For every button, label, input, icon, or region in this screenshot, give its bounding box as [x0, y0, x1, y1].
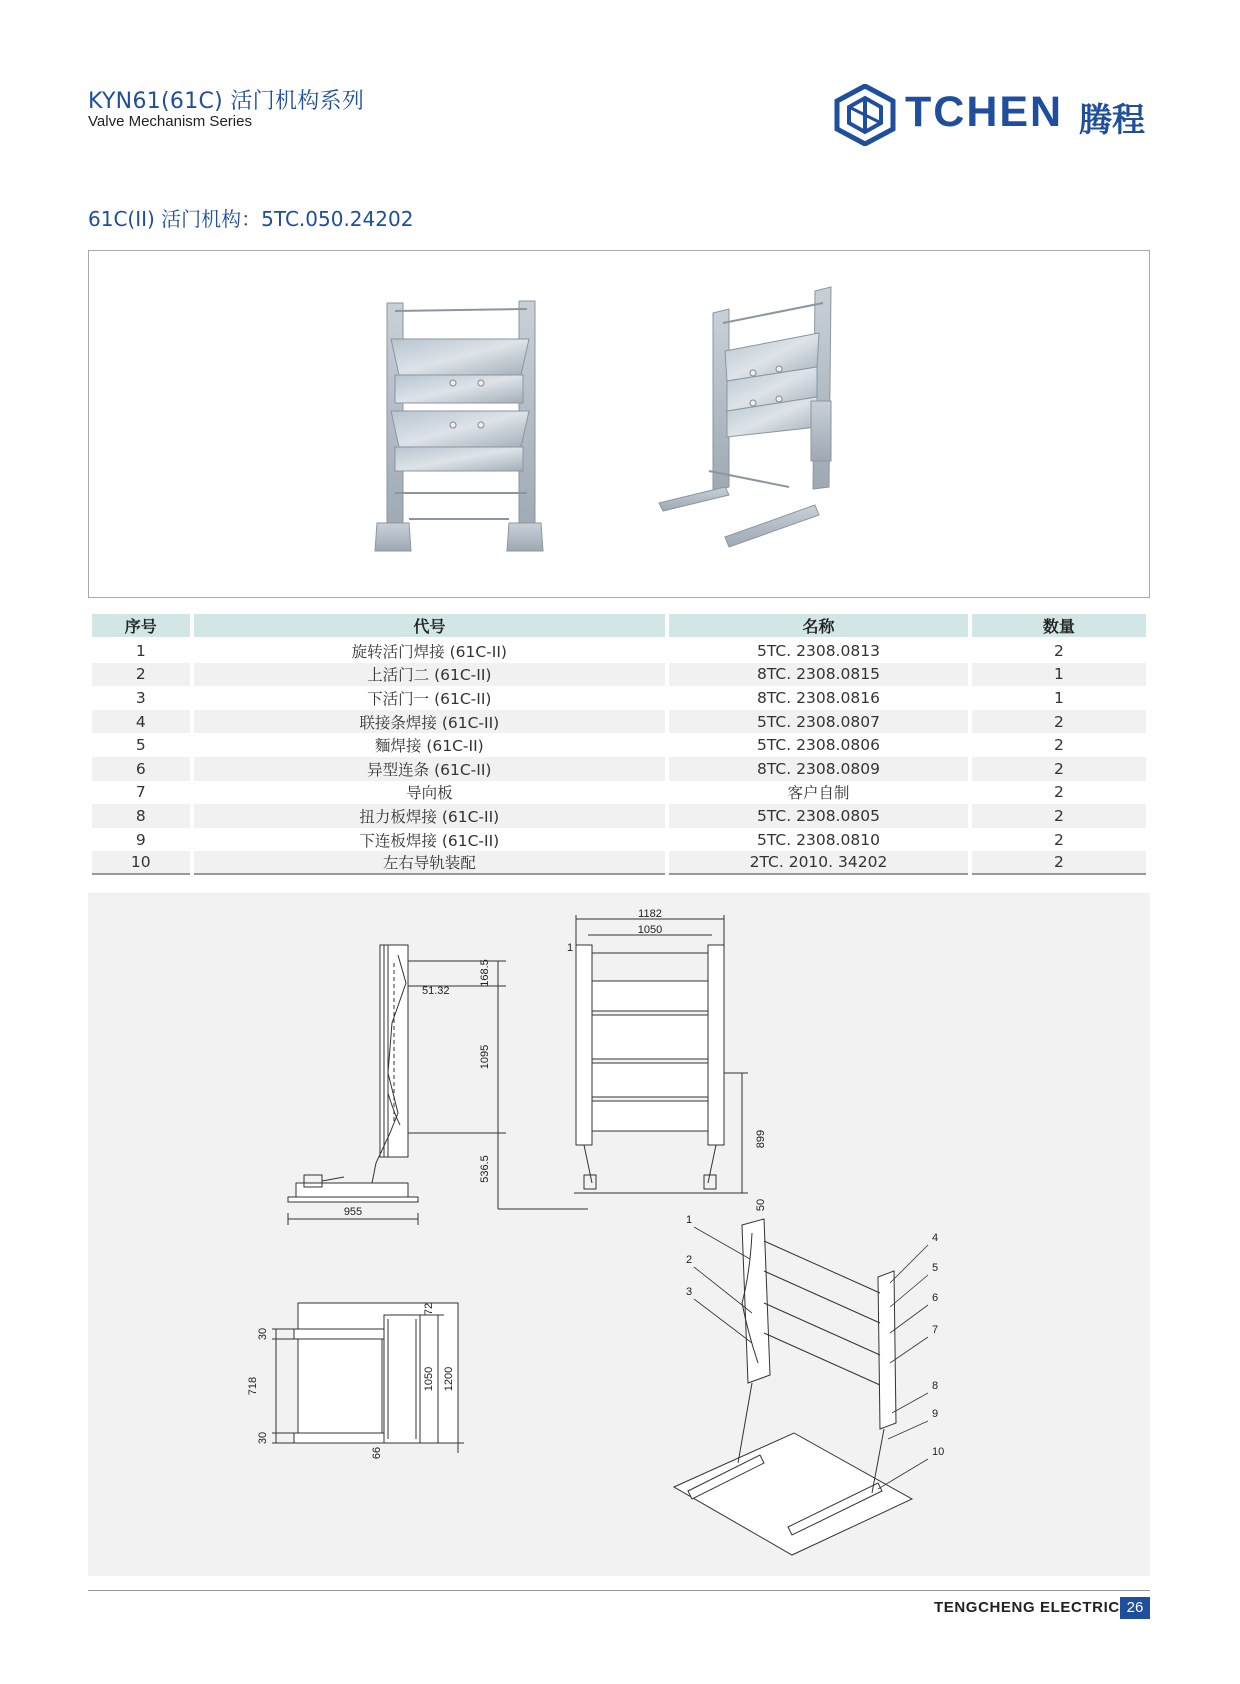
cell-name: 5TC. 2308.0813: [757, 641, 880, 660]
cell-name: 5TC. 2308.0805: [669, 804, 968, 828]
table-row: [92, 639, 1146, 663]
cell-code: 上活门二 (61C-II): [194, 663, 666, 687]
product-photo-panel: [88, 250, 1150, 598]
logo-chinese-text: 腾程: [1079, 100, 1145, 139]
cell-name: 客户自制: [787, 784, 850, 803]
col-header-quantity: 数量: [972, 614, 1146, 639]
cell-name: 2TC. 2010. 34202: [669, 851, 968, 875]
dim-top-1200: 1200: [443, 1366, 455, 1392]
table-header-row: [92, 614, 1146, 639]
header-title: KYN61(61C) 活门机构系列: [88, 89, 365, 114]
iso-label-1: 1: [686, 1214, 693, 1226]
dim-top-66: 66: [371, 1446, 383, 1460]
cell-name: 5TC. 2308.0810: [757, 830, 880, 849]
table-row: [92, 686, 1146, 710]
page-number: 26: [1120, 1597, 1150, 1619]
dim-side-1095: 1095: [479, 1044, 491, 1070]
cell-quantity: 2: [1053, 783, 1064, 802]
table-row: [92, 663, 1146, 687]
cell-index: 4: [92, 710, 190, 734]
cell-quantity: 1: [972, 663, 1146, 687]
iso-label-8: 8: [932, 1380, 939, 1392]
cell-name: 8TC. 2308.0816: [757, 688, 880, 707]
cell-index: 1: [135, 641, 146, 660]
table-row: [92, 733, 1146, 757]
cell-name: 5TC. 2308.0807: [669, 710, 968, 734]
cell-index: 9: [135, 830, 146, 849]
cell-quantity: 2: [972, 710, 1146, 734]
cell-index: 10: [92, 851, 190, 875]
col-header-name: 名称: [669, 614, 968, 639]
cell-quantity: 2: [972, 804, 1146, 828]
cell-name: 5TC. 2308.0806: [757, 736, 880, 755]
cell-code: 异型连条 (61C-II): [194, 757, 666, 781]
valve-angled-photo: [659, 287, 831, 547]
cell-quantity: 2: [1053, 736, 1064, 755]
front-view-drawing: [574, 915, 748, 1193]
dim-side-168: 168.5: [479, 959, 491, 987]
cell-code: 旋转活门焊接 (61C-II): [351, 642, 507, 661]
cell-code: 左右导轨装配: [194, 851, 666, 875]
dim-top-718: 718: [247, 1376, 259, 1396]
cell-index: 5: [135, 736, 146, 755]
front-view-mark: 1: [566, 942, 574, 954]
valve-front-photo: [375, 301, 543, 551]
cell-code: 导向板: [406, 784, 453, 803]
header-subtitle: Valve Mechanism Series: [88, 113, 252, 130]
isometric-view-drawing: [674, 1219, 912, 1555]
footer-company: TENGCHENG ELECTRIC: [934, 1599, 1120, 1616]
cell-code: 联接条焊接 (61C-II): [194, 710, 666, 734]
cell-code: 下活门一 (61C-II): [367, 689, 492, 708]
logo-text: TCHEN: [905, 88, 1064, 136]
col-header-code: 代号: [194, 614, 666, 639]
cell-name: 8TC. 2308.0815: [669, 663, 968, 687]
cell-quantity: 2: [972, 851, 1146, 875]
dim-front-899: 899: [755, 1129, 767, 1149]
top-view-drawing: [272, 1303, 464, 1453]
cell-code: 下连板焊接 (61C-II): [359, 831, 500, 850]
table-row: [92, 804, 1146, 828]
cell-quantity: 2: [1053, 641, 1064, 660]
table-row: [92, 710, 1146, 734]
table-row: [92, 851, 1146, 875]
dim-side-955: 955: [343, 1206, 363, 1218]
dim-front-1182: 1182: [638, 908, 662, 920]
cell-quantity: 2: [972, 757, 1146, 781]
table-row: [92, 781, 1146, 805]
dim-top-72: 72: [423, 1302, 435, 1316]
cell-index: 7: [135, 783, 146, 802]
col-header-index: 序号: [92, 614, 190, 639]
table-row: [92, 757, 1146, 781]
section-title: 61C(II) 活门机构：5TC.050.24202: [88, 207, 414, 231]
iso-label-6: 6: [932, 1292, 939, 1304]
dim-front-50: 50: [755, 1198, 767, 1212]
cell-index: 2: [92, 663, 190, 687]
cell-code: 麵焊接 (61C-II): [374, 737, 484, 756]
brand-logo: [833, 84, 1151, 146]
dim-front-1050: 1050: [637, 924, 663, 936]
iso-label-10: 10: [932, 1446, 945, 1458]
iso-label-5: 5: [932, 1262, 939, 1274]
technical-drawing-panel: [88, 893, 1150, 1576]
dim-side-536: 536.5: [479, 1155, 491, 1183]
iso-label-9: 9: [932, 1408, 939, 1420]
dim-top-1050: 1050: [423, 1366, 435, 1392]
cell-name: 8TC. 2308.0809: [669, 757, 968, 781]
iso-label-7: 7: [932, 1324, 939, 1336]
dim-side-51: 51.32: [422, 985, 450, 997]
cell-index: 8: [92, 804, 190, 828]
cell-quantity: 2: [1053, 830, 1064, 849]
cell-quantity: 1: [1053, 688, 1064, 707]
table-row: [92, 828, 1146, 852]
dim-top-30b: 30: [257, 1431, 269, 1445]
cell-index: 6: [92, 757, 190, 781]
cell-index: 3: [135, 688, 146, 707]
cell-code: 扭力板焊接 (61C-II): [194, 804, 666, 828]
footer-divider: [88, 1590, 1150, 1591]
iso-label-4: 4: [932, 1232, 939, 1244]
dim-top-30a: 30: [257, 1327, 269, 1341]
tchen-logo-icon: [833, 84, 897, 146]
iso-label-2: 2: [686, 1254, 693, 1266]
iso-label-3: 3: [686, 1286, 693, 1298]
parts-table: [88, 614, 1150, 875]
